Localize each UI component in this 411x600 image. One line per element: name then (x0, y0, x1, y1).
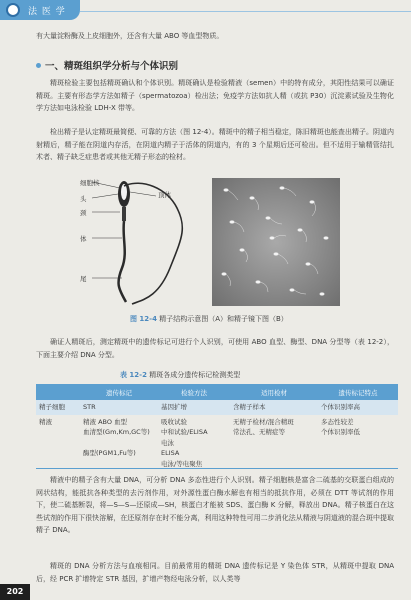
page-number: 202 (0, 584, 30, 600)
sperm-micrograph (212, 178, 340, 306)
intro-text: 有大量淀粉酶及上皮细胞外，还含有大量 ABO 等血型物质。 (36, 32, 224, 40)
table-header-cell (36, 384, 80, 400)
paragraph-after-figure: 确证人精斑后，测定精斑中的遗传标记可进行个人识别，可使用 ABO 血型、酶型、DNA 分型等（表 12-2），下面主要介绍 DNA 分型。 (36, 338, 394, 359)
table-cell: 多态性较差 个体识别率低 (318, 415, 398, 472)
table-header-cell: 遗传标记特点 (318, 384, 398, 400)
table-cell: 个体识别率高 (318, 400, 398, 415)
table-header-cell: 适用检材 (230, 384, 318, 400)
label-body: 体 (80, 235, 87, 243)
table-row (36, 415, 398, 472)
table-cell: 基因扩增 (158, 400, 230, 415)
label-neck: 颈 (80, 209, 87, 217)
table-cell: STR (80, 400, 158, 415)
table-cell: 无精子检材/混合精斑 常法孔、无精症等 (230, 415, 318, 472)
book-logo-icon (6, 3, 20, 17)
paragraph-1: 精斑检验主要包括精斑确认和个体识别。精斑确认是检验精液（semen）中的特有成分，其阳性结果可以确证精斑。主要有形态学方法如精子（spermatozoa）检出法；免疫学方法如抗人精（或抗 P30）沉淀素试验及生物化学方法如电泳检验 LDH-X 带等。 (36, 79, 394, 112)
figure-caption (130, 314, 288, 324)
sperm-diagram (82, 178, 192, 306)
table-caption-text: 精斑各成分遗传标记检测类型 (149, 371, 241, 379)
table-cell: 精子细胞 (36, 400, 80, 415)
table-cell: 精液 (36, 415, 80, 472)
figure-caption-tag: 图 12-4 (130, 315, 157, 323)
table-cell: 吸收试验 中和试验/ELISA 电泳 ELISA 电泳/等电聚焦 (158, 415, 230, 472)
paragraph-2: 检出精子是认定精斑最简便、可靠的方法（图 12-4）。精斑中的精子相当稳定，陈旧精斑也能查出精子。阴道内射精后，精子能在阴道内存活，在阴道内精子于活体的阴道内，有的 3 个星期后还可检出。但不适用于输精管结扎术者、精子缺乏症患者或其他无精子形态的检材。 (36, 128, 394, 161)
bullet-icon (36, 63, 41, 68)
table-cell: 含精子样本 (230, 400, 318, 415)
paragraph-bottom-1: 精液中的精子含有大量 DNA，可分析 DNA 多态性进行个人识别。精子细胞核是富含二硫基的交联蛋白组成的网状结构，能抵抗各种类型的去污剂作用，对外源性蛋白酶水解也有相当的抵抗作用，必须在 DTT 等试剂的作用下，使二硫基断裂，将—S—S—还原成—SH，核蛋白才能被 SDS、蛋白酶 K 分解，释放出 DNA。精子核蛋白在这些试剂的作用下很快溶解，在还原剂存在时不能分离，利用这种特性可用二步消化法从精液与阴道液的混合斑中提取精子 DNA。 (36, 476, 394, 534)
sperm-diagram-svg (82, 178, 192, 306)
label-acrosome: 顶体 (158, 191, 171, 199)
genetic-marker-table (36, 384, 398, 471)
micrograph-svg (212, 178, 340, 306)
table-row (36, 400, 398, 415)
table-caption (120, 370, 240, 380)
table-bottom-rule (36, 468, 398, 469)
table-cell: 精液 ABO 血型 血清型(Gm,Km,GC等) 酶型(PGM1,Fu等) (80, 415, 158, 472)
running-header (0, 0, 411, 20)
label-tail: 尾 (80, 275, 87, 283)
section-heading (36, 58, 178, 72)
figure-caption-text: 精子结构示意图（A）和精子镜下图（B） (159, 315, 288, 323)
section-heading-text: 一、精斑组织学分析与个体识别 (45, 61, 179, 72)
label-nucleus: 细胞核 (80, 179, 100, 187)
label-head: 头 (80, 195, 87, 203)
table-header-row (36, 384, 398, 400)
header-title: 法 医 学 (28, 7, 66, 17)
table-header-cell: 检验方法 (158, 384, 230, 400)
table-header-cell: 遗传标记 (80, 384, 158, 400)
header-rule (80, 11, 411, 12)
table-caption-tag: 表 12-2 (120, 371, 147, 379)
paragraph-bottom-2: 精斑的 DNA 分析方法与血痕相同。目前最常用的精斑 DNA 遗传标记是 Y 染色体 STR，从精斑中提取 DNA 后，经 PCR 扩增特定 STR 基因，扩增产物经电泳分析，以人类等 (36, 562, 394, 583)
